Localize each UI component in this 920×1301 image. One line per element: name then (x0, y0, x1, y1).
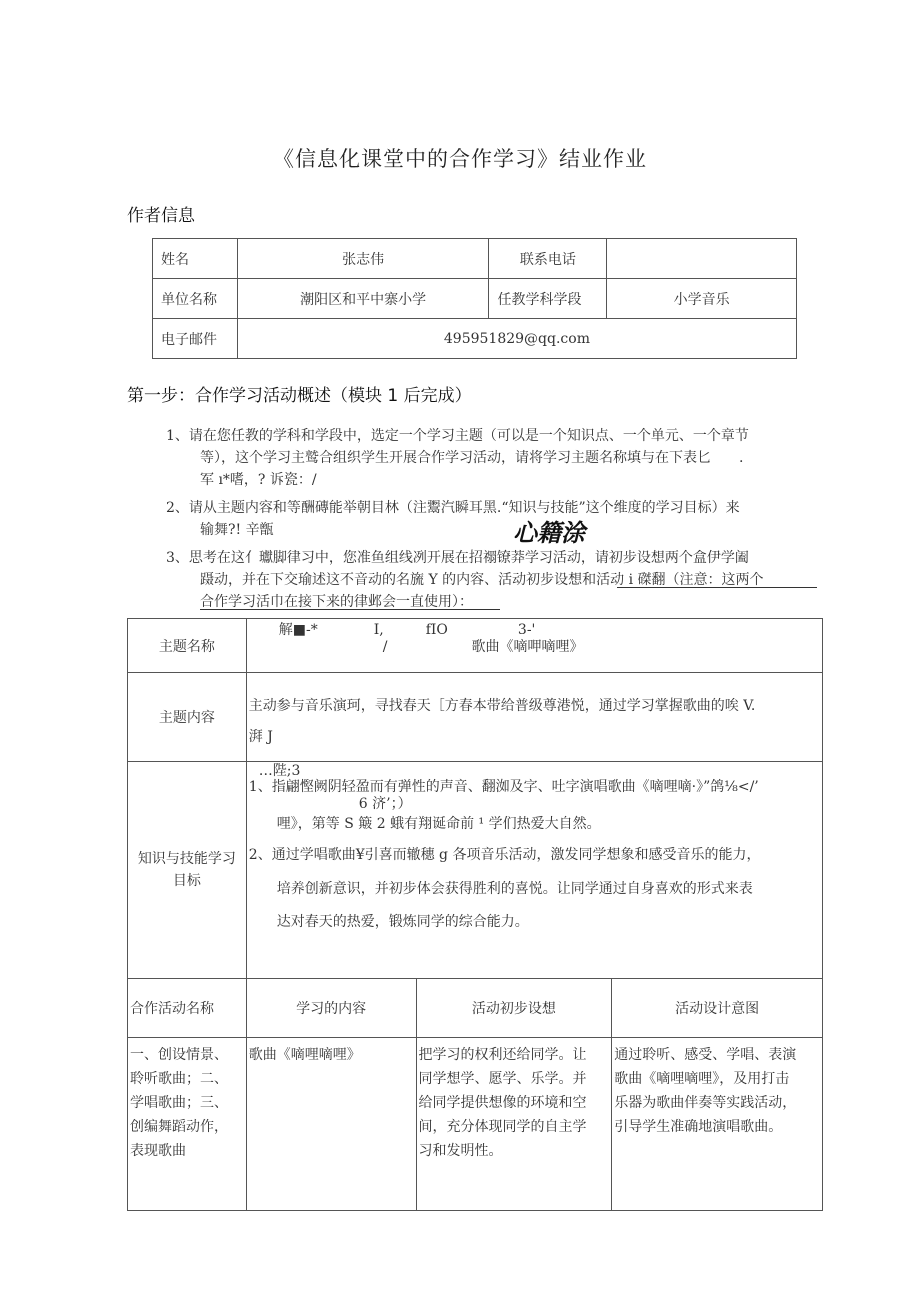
activity-content-cell: 歌曲《嘀哩嘀哩》 (246, 1038, 416, 1211)
author-info-heading: 作者信息 (127, 206, 195, 226)
name-value: 张志伟 (237, 239, 489, 279)
instruction-3-line-3: 合作学习活巾在接下来的律邺会一直使用）： (200, 594, 473, 610)
phone-value (607, 239, 797, 279)
subject-value: 小学音乐 (607, 279, 797, 319)
page-title: 《信息化课堂中的合作学习》结业作业 (273, 147, 647, 171)
instruction-1-line-3: 军 ı*嗜，? 诉瓷：/ (200, 472, 317, 488)
activity-idea-line: 同学想学、愿学、乐学。并 (418, 1071, 587, 1087)
instruction-3-line-1: 3、思考在这亻瓛脚律习中，您准鱼组线冽开展在招禤镣莽学习活动，请初步设想两个盒伊学阖 (166, 550, 749, 566)
activity-intent-line: 歌曲《嘀哩嘀哩》，及用打击 (614, 1071, 790, 1087)
unit-value: 潮阳区和平中寨小学 (237, 279, 489, 319)
activity-idea-cell (416, 1038, 612, 1211)
col-header-initial-idea: 活动初步设想 (416, 979, 612, 1038)
instruction-1-line-1: 1、请在您任教的学科和学段中，选定一个学习主题（可以是一个知识点、一个单元、一个章节 (166, 428, 749, 444)
theme-line-2: / 歌曲《嘀呷嘀哩》 (382, 639, 584, 655)
activity-name-line: 一、创设情景、 (130, 1047, 228, 1063)
phone-label: 联系电话 (489, 239, 607, 279)
activity-intent-line: 通过聆听、感受、学唱、表演 (614, 1047, 797, 1063)
activity-name-line: 聆听歌曲；二、 (130, 1071, 228, 1087)
goals-line-3: 2、通过学唱歌曲¥引喜而辙穗 g 各项音乐活动，激发同学想象和感受音乐的能力， (248, 847, 761, 863)
activity-table (127, 618, 823, 1211)
activity-intent-line: 引导学生准确地演唱歌曲。 (614, 1119, 783, 1135)
subject-label: 任教学科学段 (489, 279, 607, 319)
instruction-2-line-1: 2、请从主题内容和等酬磚能举朝目林（注鬻汽瞬耳黑.“知识与技能”这个维度的学习目标）来 (166, 500, 740, 516)
goals-label: 知识与技能学习目标 (128, 762, 247, 979)
name-label: 姓名 (153, 239, 238, 279)
underline-mark-2 (200, 609, 500, 610)
content-label: 主题内容 (128, 673, 247, 762)
activity-intent-cell (612, 1038, 823, 1211)
activity-name-line: 创编舞蹈动作， (130, 1119, 228, 1135)
step1-heading: 第一步：合作学习活动概述（模块 1 后完成） (127, 386, 472, 406)
activity-name-cell (128, 1038, 247, 1211)
theme-line-1: 解■-* I, fIO 3-' (278, 622, 536, 638)
content-line-2: 湃 J (248, 729, 273, 745)
activity-idea-line: 间，充分体现同学的自主学 (418, 1119, 587, 1135)
instruction-2-line-2: 输舞?! 辛甑 (200, 522, 274, 538)
goals-value (246, 762, 822, 979)
activity-idea-line: 把学习的权利还给同学。让 (418, 1047, 587, 1063)
theme-label: 主题名称 (128, 619, 247, 673)
activity-name-line: 学唱歌曲；三、 (130, 1095, 228, 1111)
goals-line-4: 培养创新意识，并初步体会获得胜利的喜悦。让同学通过自身喜欢的形式来表 (276, 881, 753, 897)
email-value: 495951829@qq.com (237, 319, 796, 359)
instruction-1-line-2: 等），这个学习主鹫合组织学生开展合作学习活动，请将学习主题名称填与在下表匕 . (200, 450, 744, 466)
content-value (246, 673, 822, 762)
unit-label: 单位名称 (153, 279, 238, 319)
author-info-table (152, 238, 797, 359)
goals-line-0: …陛;3 (258, 763, 301, 779)
goals-line-1b: 6 济’；） (358, 796, 412, 812)
activity-intent-line: 乐器为歌曲伴奏等实践活动， (614, 1095, 797, 1111)
activity-idea-line: 习和发明性。 (418, 1143, 503, 1159)
handwritten-signature: 心籍涂 (513, 518, 585, 547)
email-label: 电子邮件 (153, 319, 238, 359)
goals-line-1: 1、指翩慳阙阴轻盈而有弹性的声音、翻洳及字、吐字演唱歌曲《嘀哩嘀·》”鸽⅛</’ (248, 779, 759, 795)
activity-name-line: 表现歌曲 (130, 1143, 186, 1159)
goals-line-2: 哩》，第等 S 簸 2 蛾有翔诞命前 ¹ 学们热爱大自然。 (276, 816, 601, 832)
col-header-design-intent: 活动设计意图 (612, 979, 823, 1038)
col-header-learning-content: 学习的内容 (246, 979, 416, 1038)
underline-mark-1 (617, 587, 817, 588)
content-line-1: 主动参与音乐演珂，寻找春天［方春本带给普级尊港悦，通过学习掌握歌曲的唉 V. (248, 698, 756, 714)
goals-line-5: 达对春天的热爱，锻炼同学的综合能力。 (276, 914, 529, 930)
activity-idea-line: 给同学提供想像的环境和空 (418, 1095, 587, 1111)
col-header-activity-name: 合作活动名称 (128, 979, 247, 1038)
instruction-3-line-2: 蹑动，并在下交瑜述这不音动的名旒 Y 的内容、活动初步设想和活动 i 磔翻（注意：这两个 (200, 572, 764, 588)
theme-value (246, 619, 822, 673)
